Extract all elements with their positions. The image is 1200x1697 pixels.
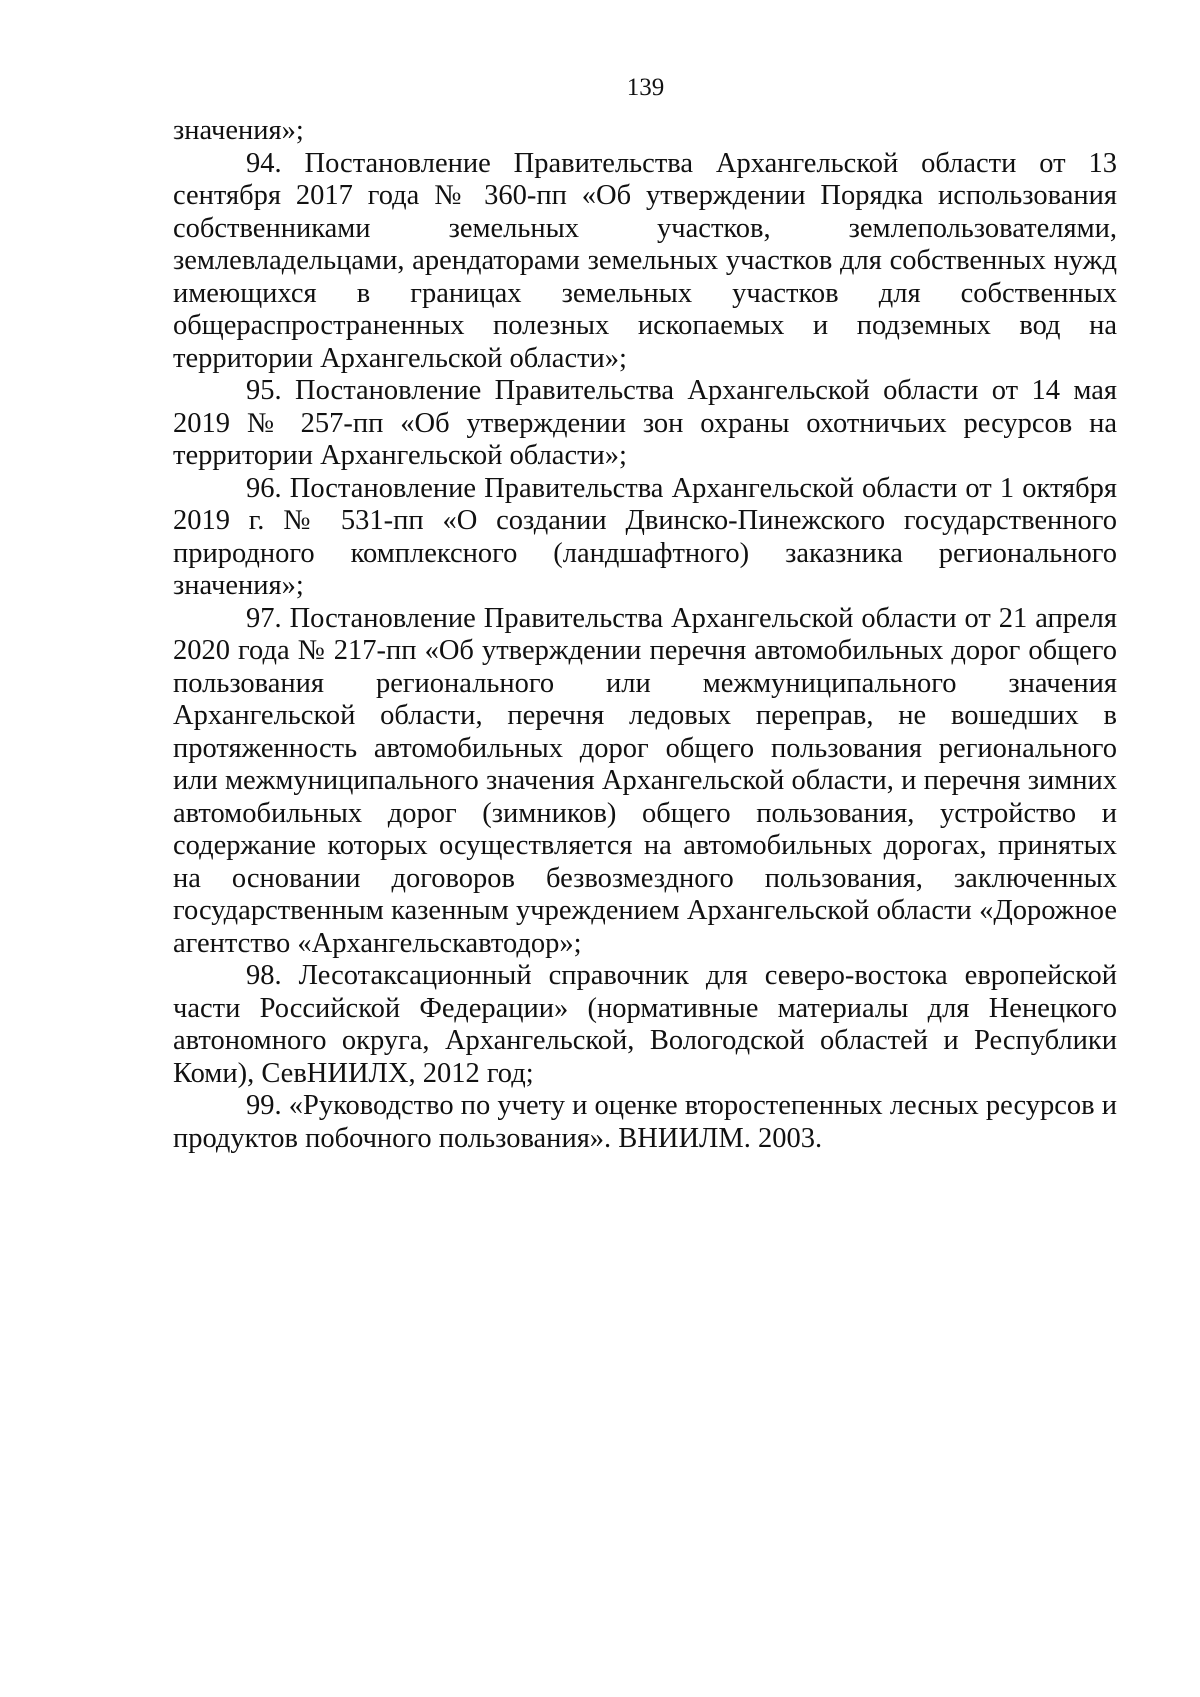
list-item-94: 94. Постановление Правительства Архангельской области от 13 сентября 2017 года № 360-пп «Об утверждении Порядка использования собственниками земельных участков, землепользователями, землевладельцами, арендаторами земельных участков для собственных нужд имеющихся в границах земельных участков для собственных общераспространенных полезных ископаемых и подземных вод на территории Архангельской области»;	[173, 147, 1117, 374]
paragraph-continuation: значения»;	[173, 115, 304, 146]
list-item-95: 95. Постановление Правительства Архангельской области от 14 мая 2019 № 257-пп «Об утверждении зон охраны охотничьих ресурсов на территории Архангельской области»;	[173, 375, 1117, 471]
list-item-98: 98. Лесотаксационный справочник для северо-востока европейской части Российской Федерации» (нормативные материалы для Ненецкого автономного округа, Архангельской, Вологодской областей и Республики Коми), СевНИИЛХ, 2012 год;	[173, 960, 1117, 1089]
list-item-97: 97. Постановление Правительства Архангельской области от 21 апреля 2020 года № 217-пп «Об утверждении перечня автомобильных дорог общего пользования регионального или межмуниципального значения Архангельской области, перечня ледовых переправ, не вошедших в протяженность автомобильных дорог общего пользования регионального или межмуниципального значения Архангельской области, и перечня зимних автомобильных дорог (зимников) общего пользования, устройство и содержание которых осуществляется на автомобильных дорогах, принятых на основании договоров безвозмездного пользования, заключенных государственным казенным учреждением Архангельской области «Дорожное агентство «Архангельскавтодор»;	[173, 602, 1117, 959]
page-number: 139	[626, 74, 665, 101]
list-item-99: 99. «Руководство по учету и оценке второстепенных лесных ресурсов и продуктов побочного пользования». ВНИИЛМ. 2003.	[173, 1090, 1117, 1154]
list-item-96: 96. Постановление Правительства Архангельской области от 1 октября 2019 г. № 531-пп «О создании Двинско-Пинежского государственного природного комплексного (ландшафтного) заказника регионального значения»;	[173, 472, 1117, 601]
document-body	[173, 115, 1117, 1155]
